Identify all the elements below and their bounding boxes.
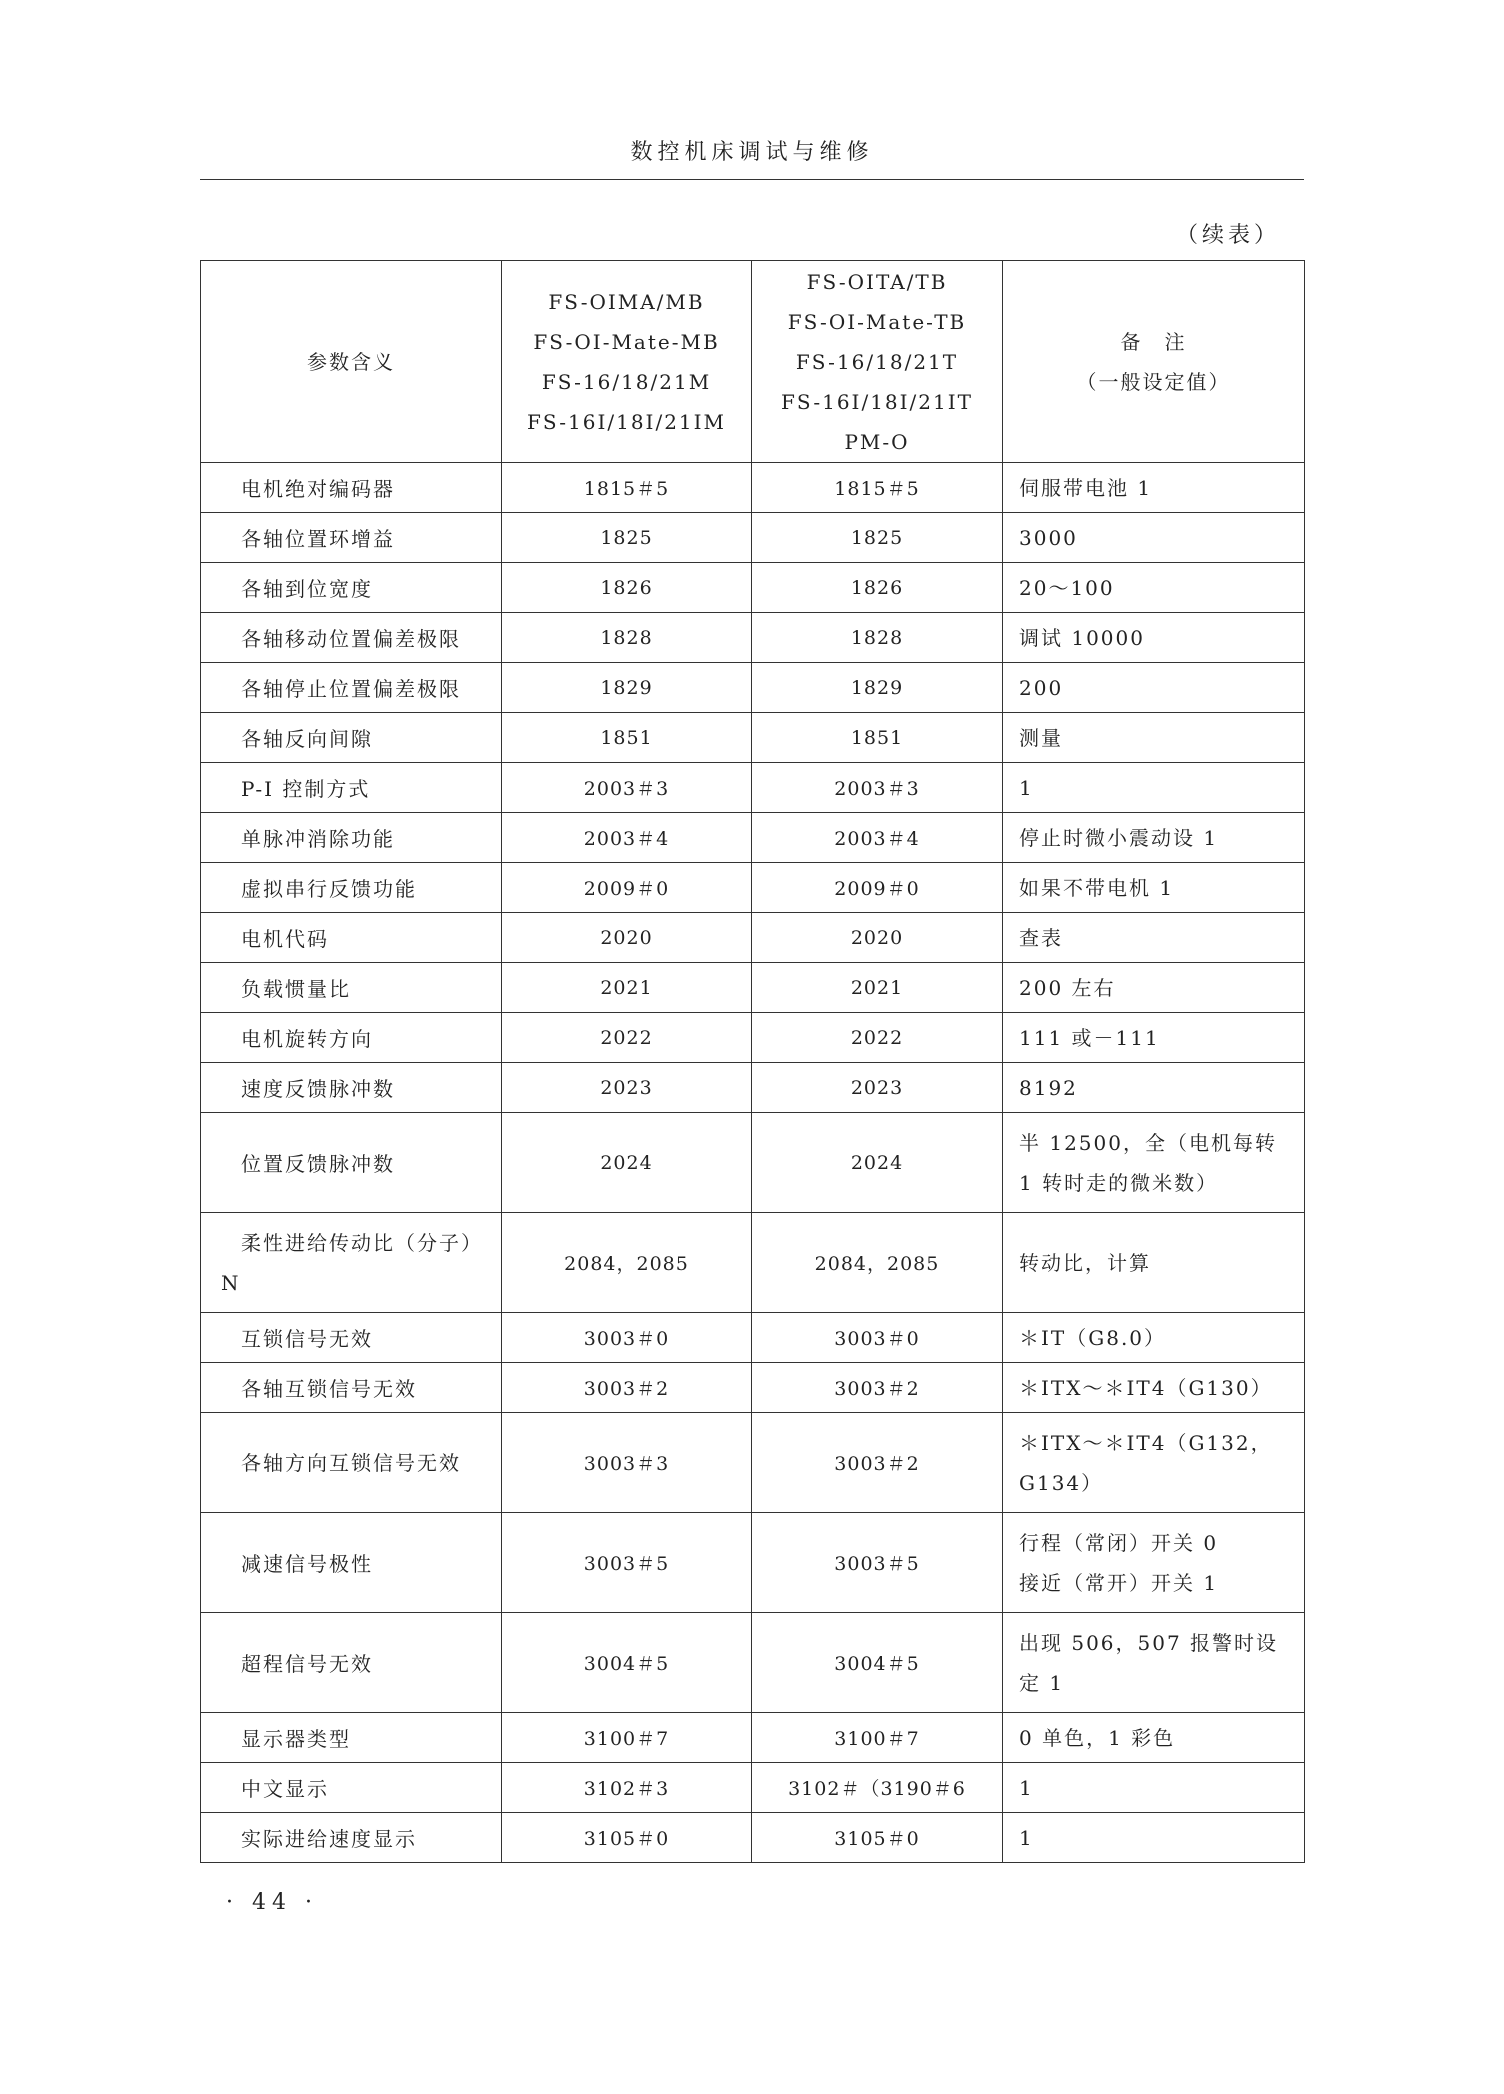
- param-note: 0 单色，1 彩色: [1003, 1713, 1305, 1763]
- param-note: ＊IT（G8.0）: [1003, 1313, 1305, 1363]
- param-name: 减速信号极性: [201, 1513, 502, 1613]
- param-m: 2020: [502, 913, 752, 963]
- param-note: 3000: [1003, 513, 1305, 563]
- param-m: 2084，2085: [502, 1213, 752, 1313]
- param-name: 实际进给速度显示: [201, 1813, 502, 1863]
- param-note: 8192: [1003, 1063, 1305, 1113]
- table-row: [201, 1763, 1305, 1813]
- param-name: 互锁信号无效: [201, 1313, 502, 1363]
- param-m: 2009＃0: [502, 863, 752, 913]
- param-note: [1003, 1513, 1305, 1613]
- header-t-line: FS-16/18/21T: [795, 349, 959, 374]
- param-note: 111 或－111: [1003, 1013, 1305, 1063]
- param-t: 2020: [752, 913, 1003, 963]
- param-note: 如果不带电机 1: [1003, 863, 1305, 913]
- param-t: 2021: [752, 963, 1003, 1013]
- note-line: 行程（常闭）开关 0: [1019, 1530, 1219, 1555]
- param-name: 速度反馈脉冲数: [201, 1063, 502, 1113]
- table-row: [201, 1363, 1305, 1413]
- header-m-line: FS-16I/18I/21IM: [526, 409, 727, 434]
- param-m: 2024: [502, 1113, 752, 1213]
- param-m: 2023: [502, 1063, 752, 1113]
- param-name: 各轴到位宽度: [201, 563, 502, 613]
- param-m: 3004＃5: [502, 1613, 752, 1713]
- table-row: [201, 563, 1305, 613]
- param-t: 2022: [752, 1013, 1003, 1063]
- table-row: [201, 963, 1305, 1013]
- header-t-line: FS-16I/18I/21IT: [781, 389, 973, 414]
- param-m: 2022: [502, 1013, 752, 1063]
- param-name: 显示器类型: [201, 1713, 502, 1763]
- param-note: 伺服带电池 1: [1003, 463, 1305, 513]
- param-t: 3003＃5: [752, 1513, 1003, 1613]
- table-row: [201, 1713, 1305, 1763]
- header-m-line: FS-16/18/21M: [541, 369, 712, 394]
- param-t: 3100＃7: [752, 1713, 1003, 1763]
- param-m: 1828: [502, 613, 752, 663]
- running-header: 数控机床调试与维修: [630, 140, 874, 165]
- table-row: [201, 763, 1305, 813]
- param-m: 3102＃3: [502, 1763, 752, 1813]
- param-note: 半 12500，全（电机每转 1 转时走的微米数）: [1003, 1113, 1305, 1213]
- param-note: 测量: [1003, 713, 1305, 763]
- param-t: 3102＃（3190＃6: [752, 1763, 1003, 1813]
- param-t: 1826: [752, 563, 1003, 613]
- param-name: 各轴反向间隙: [201, 713, 502, 763]
- param-m: 2021: [502, 963, 752, 1013]
- param-m: 1826: [502, 563, 752, 613]
- header-note-line: （一般设定值）: [1076, 369, 1231, 394]
- header-meaning: 参数含义: [201, 261, 502, 463]
- param-name: 各轴停止位置偏差极限: [201, 663, 502, 713]
- param-m: 2003＃3: [502, 763, 752, 813]
- param-name: 柔性进给传动比（分子）N: [201, 1213, 502, 1313]
- param-t: 1825: [752, 513, 1003, 563]
- param-name: 负载惯量比: [201, 963, 502, 1013]
- table-row: [201, 1013, 1305, 1063]
- param-note: 查表: [1003, 913, 1305, 963]
- param-note: ＊ITX～＊IT4（G132，G134）: [1003, 1413, 1305, 1513]
- table-row: [201, 1413, 1305, 1513]
- param-m: 1851: [502, 713, 752, 763]
- table-row: [201, 463, 1305, 513]
- param-note: 停止时微小震动设 1: [1003, 813, 1305, 863]
- param-name: 单脉冲消除功能: [201, 813, 502, 863]
- table-row: [201, 1613, 1305, 1713]
- parameter-table: [200, 260, 1305, 1863]
- table-row: [201, 913, 1305, 963]
- param-m: 3003＃0: [502, 1313, 752, 1363]
- table-row: [201, 1313, 1305, 1363]
- param-t: 3105＃0: [752, 1813, 1003, 1863]
- param-name: 各轴互锁信号无效: [201, 1363, 502, 1413]
- table-row: [201, 613, 1305, 663]
- param-name: 电机绝对编码器: [201, 463, 502, 513]
- param-t: 2084，2085: [752, 1213, 1003, 1313]
- param-m: 3003＃5: [502, 1513, 752, 1613]
- param-note: ＊ITX～＊IT4（G130）: [1003, 1363, 1305, 1413]
- table-row: [201, 513, 1305, 563]
- header-m-line: FS-OI-Mate-MB: [533, 329, 720, 354]
- param-note: 出现 506，507 报警时设定 1: [1003, 1613, 1305, 1713]
- table-row: [201, 1113, 1305, 1213]
- param-note: 转动比，计算: [1003, 1213, 1305, 1313]
- header-t-line: PM-O: [844, 429, 910, 454]
- param-t: 3003＃2: [752, 1413, 1003, 1513]
- param-note: 200: [1003, 663, 1305, 713]
- param-m: 3105＃0: [502, 1813, 752, 1863]
- param-m: 2003＃4: [502, 813, 752, 863]
- param-t: 1828: [752, 613, 1003, 663]
- param-t: 2024: [752, 1113, 1003, 1213]
- table-header-row: [201, 261, 1305, 463]
- header-rule: [200, 179, 1304, 180]
- param-m: 3003＃3: [502, 1413, 752, 1513]
- continued-label: （续表）: [1175, 223, 1280, 248]
- param-t: 3003＃0: [752, 1313, 1003, 1363]
- param-name: 电机代码: [201, 913, 502, 963]
- table-row: [201, 1813, 1305, 1863]
- param-name: 虚拟串行反馈功能: [201, 863, 502, 913]
- table-row: [201, 1213, 1305, 1313]
- param-t: 1815＃5: [752, 463, 1003, 513]
- param-note: 1: [1003, 1813, 1305, 1863]
- header-m-series: [502, 261, 752, 463]
- param-note: 1: [1003, 763, 1305, 813]
- param-t: 2003＃4: [752, 813, 1003, 863]
- param-note: 调试 10000: [1003, 613, 1305, 663]
- param-t: 3004＃5: [752, 1613, 1003, 1713]
- param-note: 20～100: [1003, 563, 1305, 613]
- param-m: 1829: [502, 663, 752, 713]
- header-m-line: FS-OIMA/MB: [548, 289, 705, 314]
- header-t-line: FS-OITA/TB: [806, 269, 948, 294]
- param-m: 1815＃5: [502, 463, 752, 513]
- table-row: [201, 713, 1305, 763]
- param-name: 各轴移动位置偏差极限: [201, 613, 502, 663]
- param-name: P-I 控制方式: [201, 763, 502, 813]
- param-note: 200 左右: [1003, 963, 1305, 1013]
- param-name: 电机旋转方向: [201, 1013, 502, 1063]
- param-t: 3003＃2: [752, 1363, 1003, 1413]
- table-row: [201, 863, 1305, 913]
- param-name: 各轴位置环增益: [201, 513, 502, 563]
- header-note-line: 备 注: [1120, 329, 1187, 354]
- param-t: 2003＃3: [752, 763, 1003, 813]
- param-m: 3100＃7: [502, 1713, 752, 1763]
- param-t: 1829: [752, 663, 1003, 713]
- table-row: [201, 1063, 1305, 1113]
- param-t: 2009＃0: [752, 863, 1003, 913]
- param-name: 各轴方向互锁信号无效: [201, 1413, 502, 1513]
- table-row: [201, 663, 1305, 713]
- page-number: · 44 ·: [226, 1890, 318, 1915]
- param-m: 1825: [502, 513, 752, 563]
- header-t-series: [752, 261, 1003, 463]
- note-line: 接近（常开）开关 1: [1019, 1570, 1219, 1595]
- param-name: 位置反馈脉冲数: [201, 1113, 502, 1213]
- param-name: 超程信号无效: [201, 1613, 502, 1713]
- param-note: 1: [1003, 1763, 1305, 1813]
- param-name: 中文显示: [201, 1763, 502, 1813]
- param-t: 2023: [752, 1063, 1003, 1113]
- param-t: 1851: [752, 713, 1003, 763]
- param-m: 3003＃2: [502, 1363, 752, 1413]
- header-note: [1003, 261, 1305, 463]
- table-row: [201, 813, 1305, 863]
- table-row: [201, 1513, 1305, 1613]
- header-t-line: FS-OI-Mate-TB: [787, 309, 967, 334]
